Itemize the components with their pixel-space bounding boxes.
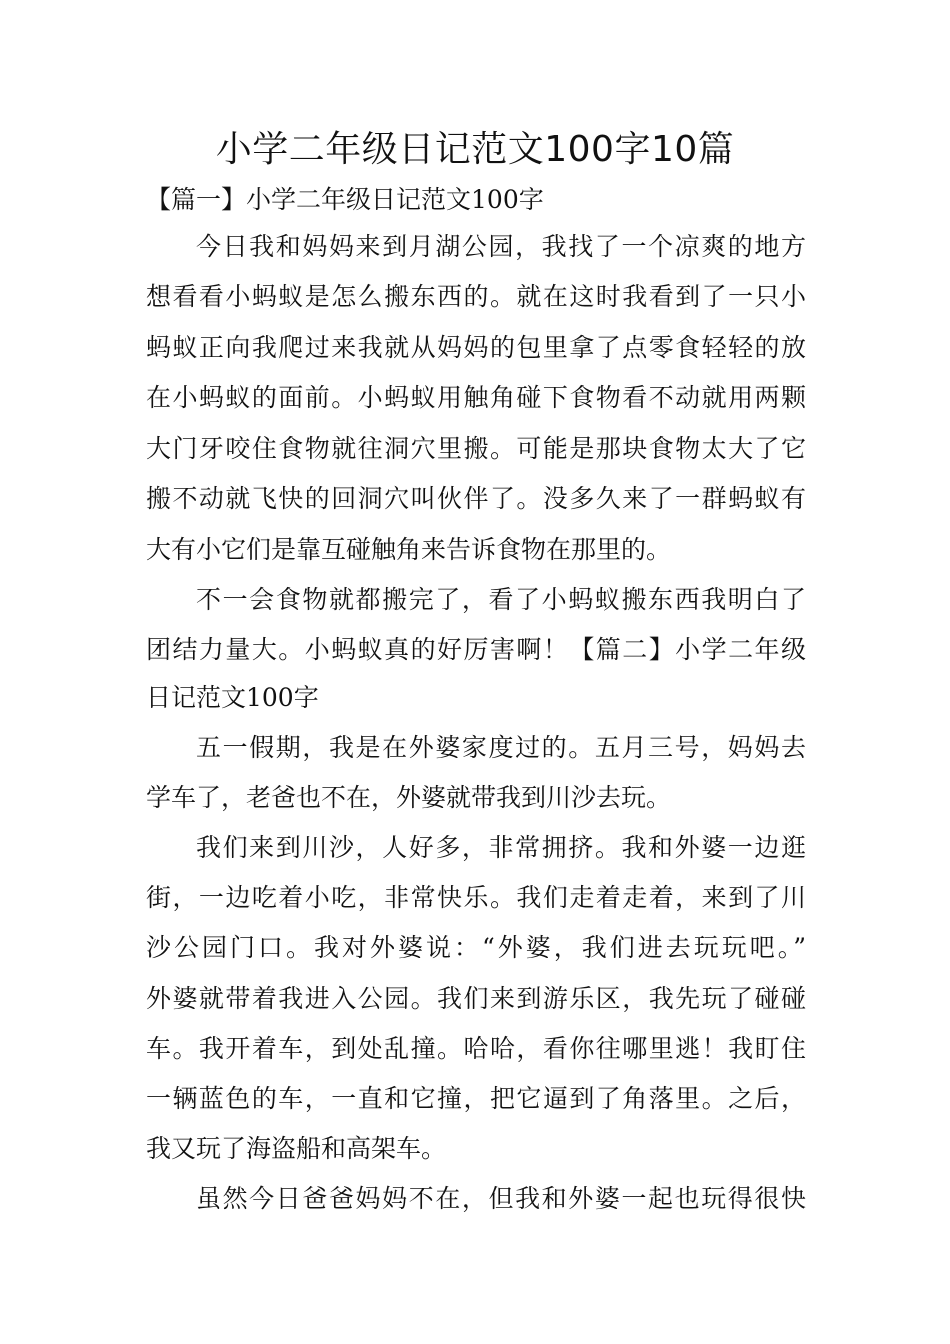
section-heading-1: 【篇一】小学二年级日记范文100字: [146, 185, 544, 214]
text-line: 学车了，老爸也不在，外婆就带我到川沙去玩。: [146, 783, 672, 812]
document-title: 小学二年级日记范文100字10篇: [215, 129, 735, 170]
text-line: 我们来到川沙，人好多，非常拥挤。我和外婆一边逛: [196, 833, 806, 862]
text-line: 街，一边吃着小吃，非常快乐。我们走着走着，来到了川: [146, 883, 806, 912]
text-line: 今日我和妈妈来到月湖公园，我找了一个凉爽的地方: [196, 232, 806, 261]
text-line: 我又玩了海盗船和高架车。: [146, 1134, 447, 1163]
text-line: 在小蚂蚁的面前。小蚂蚁用触角碰下食物看不动就用两颗: [146, 383, 806, 412]
text-line: 大有小它们是靠互碰触角来告诉食物在那里的。: [146, 535, 672, 564]
text-line: 外婆就带着我进入公园。我们来到游乐区，我先玩了碰碰: [146, 984, 806, 1013]
text-line: 搬不动就飞快的回洞穴叫伙伴了。没多久来了一群蚂蚁有: [146, 484, 806, 513]
text-line: 一辆蓝色的车，一直和它撞，把它逼到了角落里。之后，: [146, 1084, 806, 1113]
text-line: 想看看小蚂蚁是怎么搬东西的。就在这时我看到了一只小: [146, 282, 806, 311]
text-line: 虽然今日爸爸妈妈不在，但我和外婆一起也玩得很快: [196, 1184, 806, 1213]
section-heading-2-end: 日记范文100字: [146, 683, 319, 712]
text-line: 车。我开着车，到处乱撞。哈哈，看你往哪里逃！我盯住: [146, 1034, 806, 1063]
text-line: 蚂蚁正向我爬过来我就从妈妈的包里拿了点零食轻轻的放: [146, 333, 806, 362]
text-line: 团结力量大。小蚂蚁真的好厉害啊！【篇二】小学二年级: [146, 635, 806, 664]
text-line: 五一假期，我是在外婆家度过的。五月三号，妈妈去: [196, 733, 806, 762]
text-line: 不一会食物就都搬完了，看了小蚂蚁搬东西我明白了: [196, 585, 806, 614]
text-line: 大门牙咬住食物就往洞穴里搬。可能是那块食物太大了它: [146, 434, 806, 463]
text-line: 沙公园门口。我对外婆说：“外婆，我们进去玩玩吧。”: [146, 933, 806, 962]
